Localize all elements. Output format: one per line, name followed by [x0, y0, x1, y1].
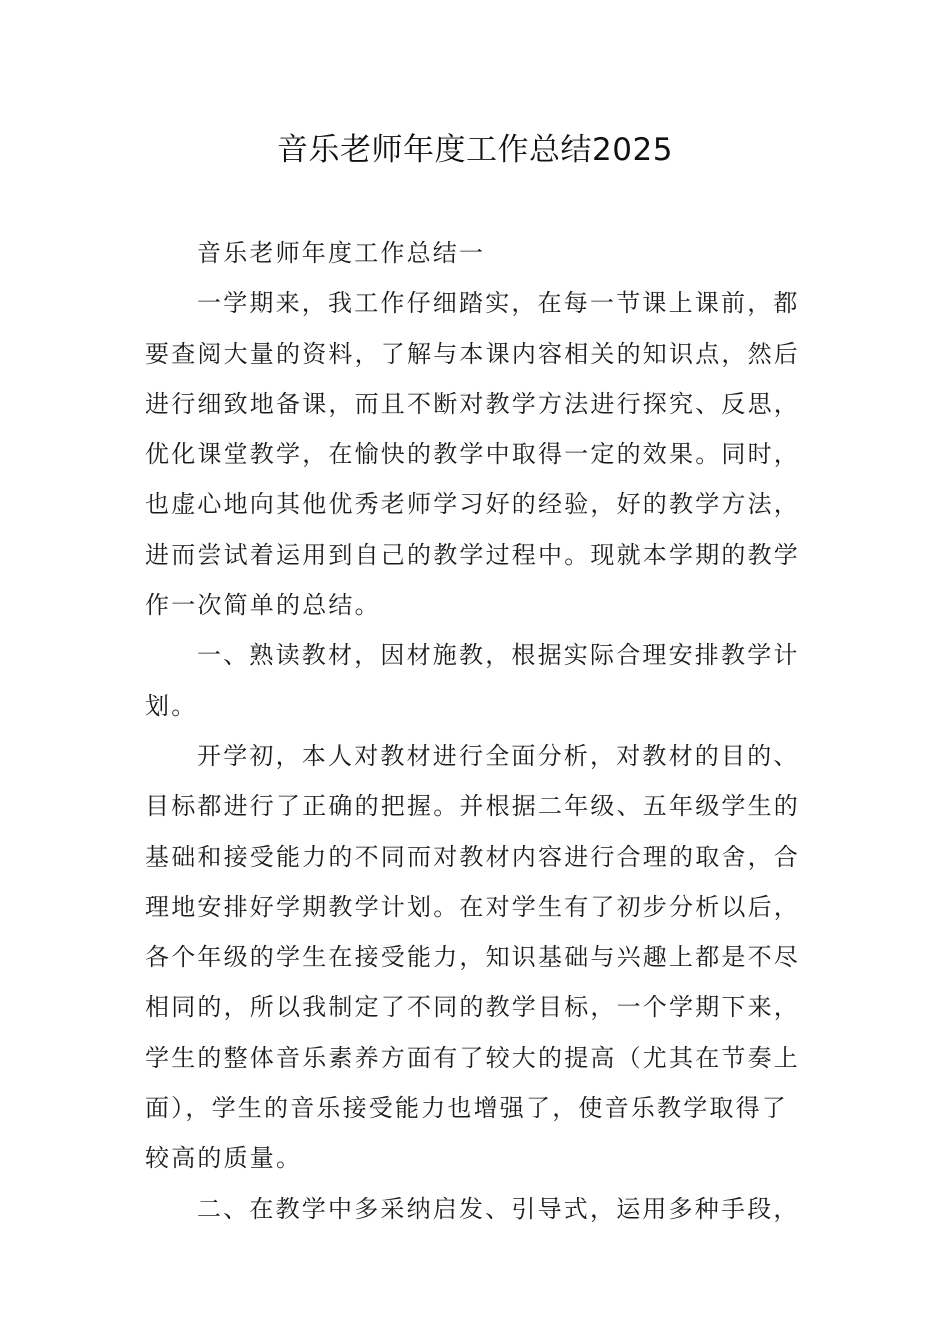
body-line: 音乐老师年度工作总结一 — [197, 239, 486, 267]
body-line: 划。 — [145, 691, 198, 720]
body-line: 理地安排好学期教学计划。在对学生有了初步分析以后， — [145, 892, 800, 921]
body-line: 也虚心地向其他优秀老师学习好的经验，好的教学方法， — [145, 490, 800, 519]
body-line: 相同的，所以我制定了不同的教学目标，一个学期下来， — [145, 993, 800, 1022]
body-line: 一学期来，我工作仔细踏实，在每一节课上课前，都 — [197, 289, 800, 318]
body-line: 基础和接受能力的不同而对教材内容进行合理的取舍，合 — [145, 842, 800, 871]
body-line: 二、在教学中多采纳启发、引导式，运用多种手段， — [197, 1194, 800, 1223]
body-line: 面），学生的音乐接受能力也增强了，使音乐教学取得了 — [145, 1094, 788, 1123]
document-title: 音乐老师年度工作总结2025 — [277, 132, 673, 168]
body-line: 各个年级的学生在接受能力，知识基础与兴趣上都是不尽 — [145, 943, 800, 972]
body-line: 学生的整体音乐素养方面有了较大的提高（尤其在节奏上 — [145, 1043, 800, 1072]
body-line: 作一次简单的总结。 — [145, 591, 381, 620]
body-line: 进而尝试着运用到自己的教学过程中。现就本学期的教学 — [145, 540, 800, 569]
body-line: 一、熟读教材，因材施教，根据实际合理安排教学计 — [197, 641, 800, 670]
document-body — [145, 228, 807, 1234]
body-line: 优化课堂教学，在愉快的教学中取得一定的效果。同时， — [145, 440, 800, 469]
body-line: 开学初，本人对教材进行全面分析，对教材的目的、 — [197, 741, 800, 770]
body-line: 进行细致地备课，而且不断对教学方法进行探究、反思， — [145, 389, 800, 418]
body-line: 要查阅大量的资料，了解与本课内容相关的知识点，然后 — [145, 339, 800, 368]
body-line: 较高的质量。 — [145, 1144, 303, 1173]
body-line: 目标都进行了正确的把握。并根据二年级、五年级学生的 — [145, 792, 800, 821]
